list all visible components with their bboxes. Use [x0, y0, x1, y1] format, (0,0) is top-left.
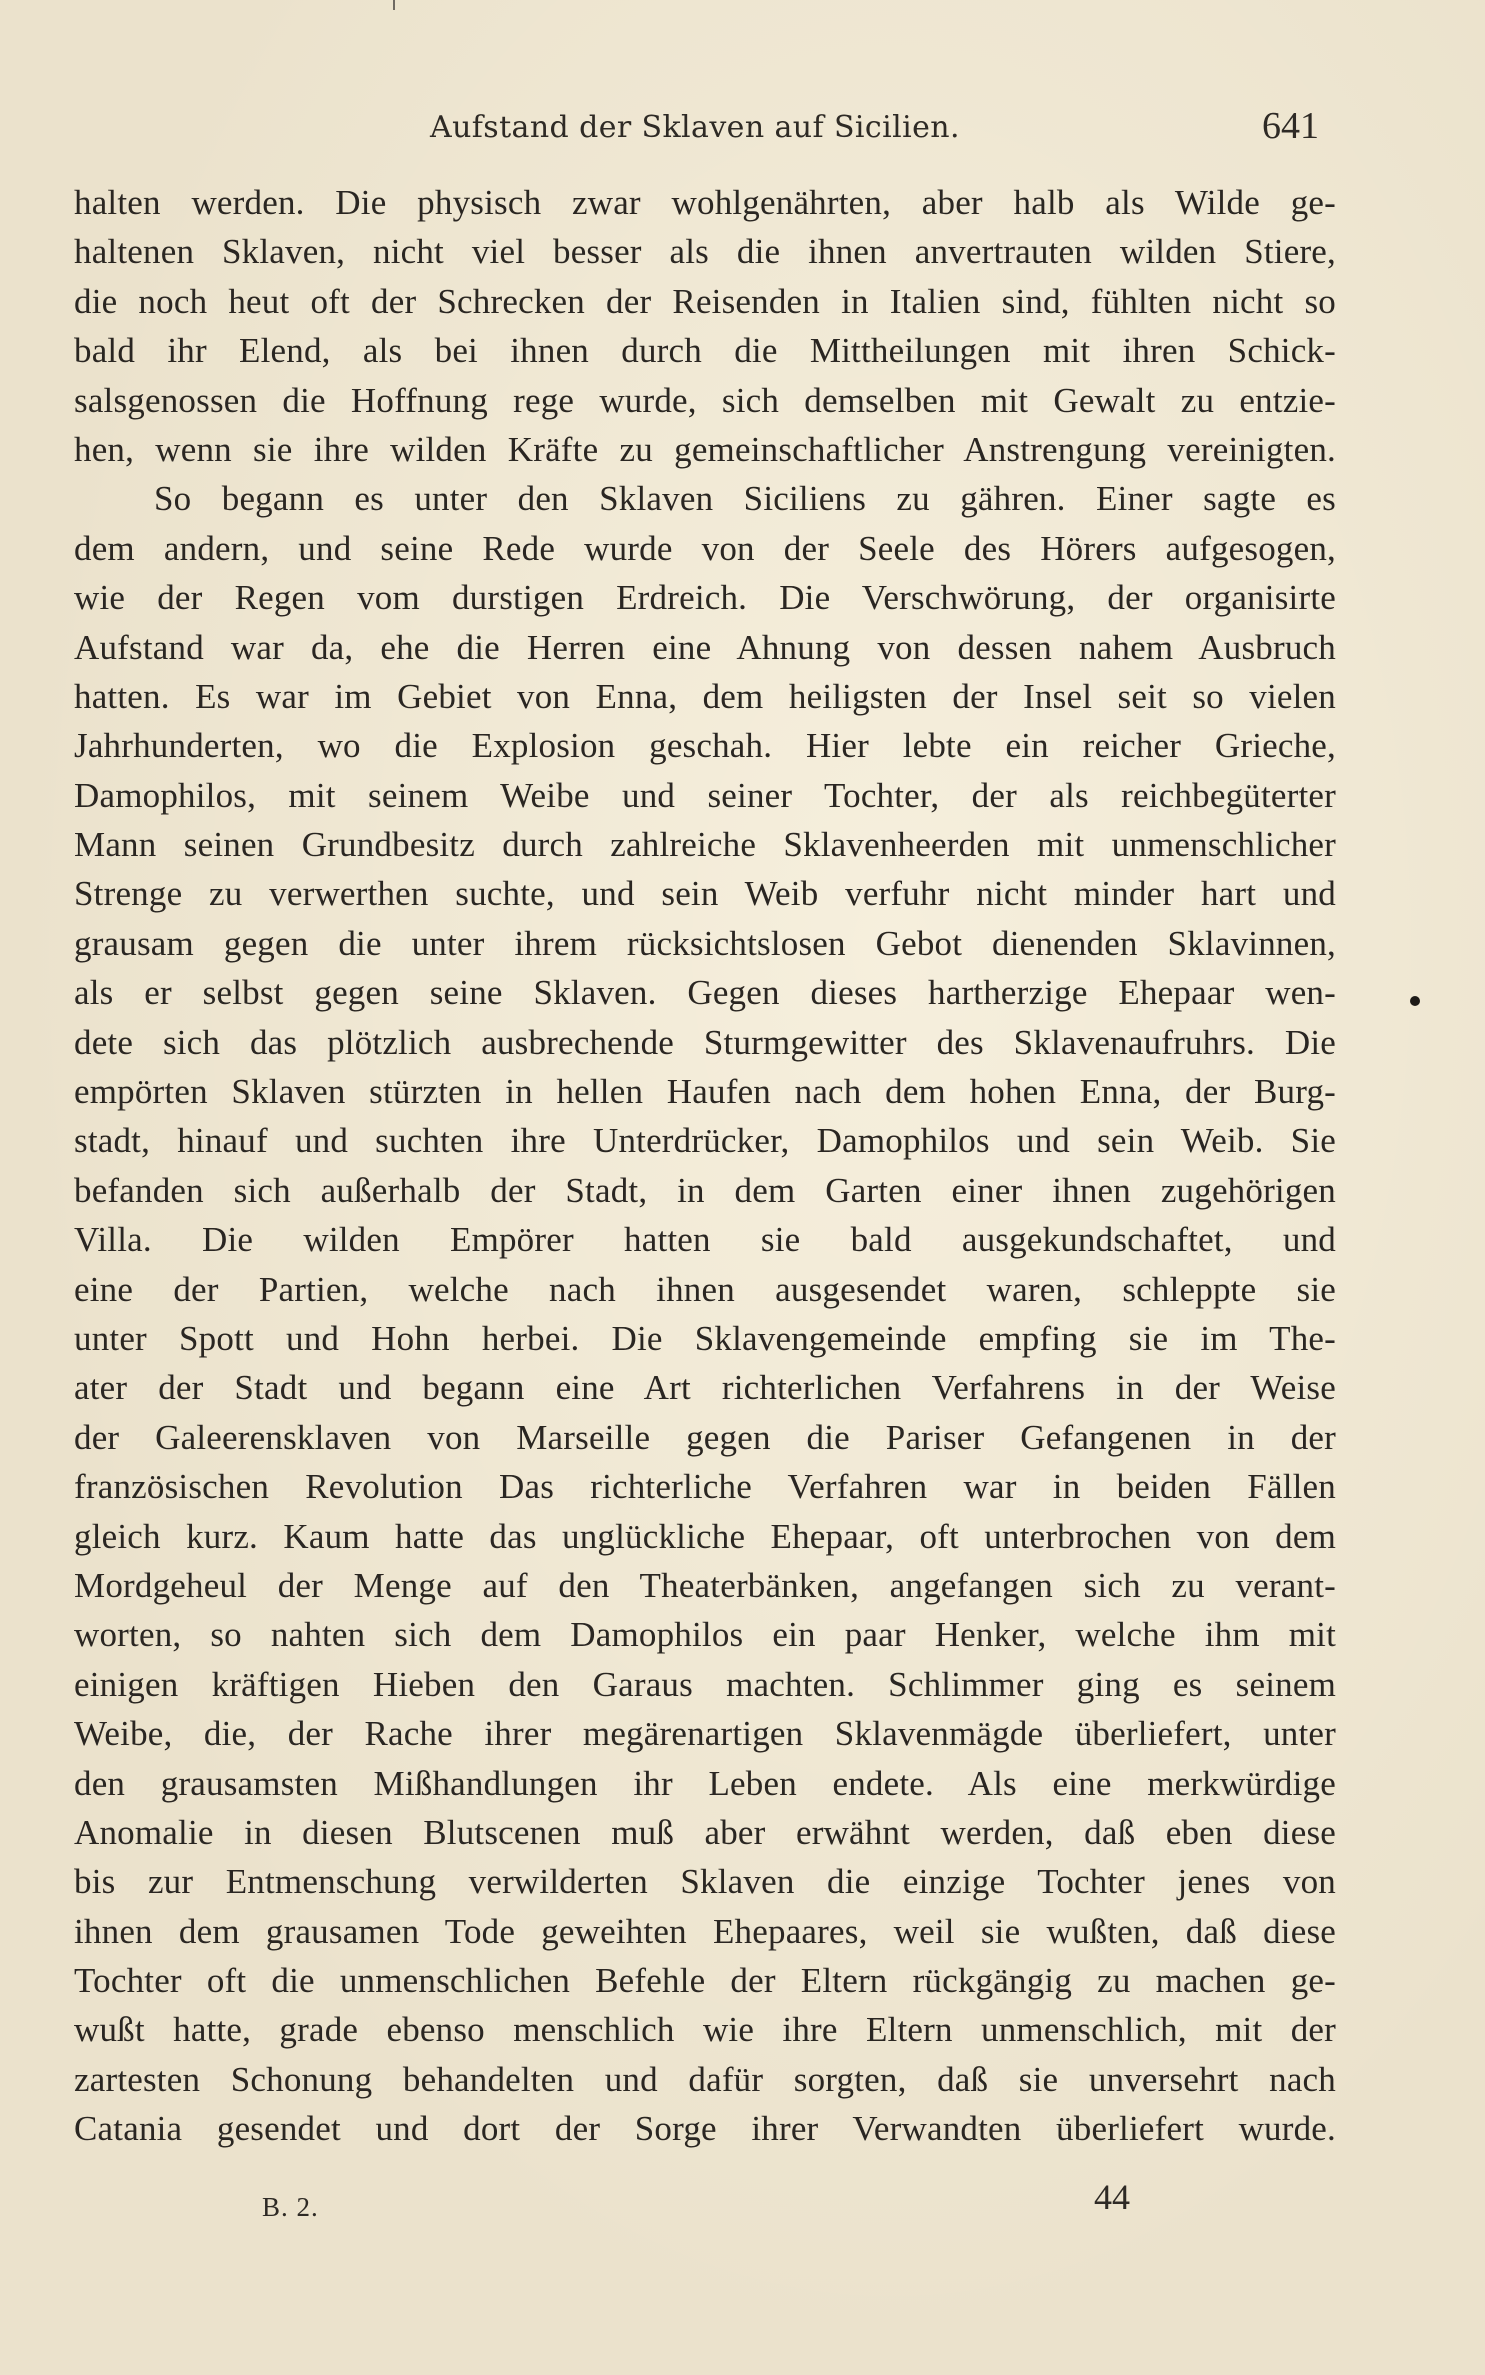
text-line: wußt hatte, grade ebenso menschlich wie ihre Eltern unmenschlich, mit der: [74, 2010, 1336, 2050]
text-line: Mordgeheul der Menge auf den Theaterbänken, angefangen sich zu verant-: [74, 1565, 1336, 1605]
body-text: [74, 178, 1336, 2154]
text-line: Damophilos, mit seinem Weibe und seiner Tochter, der als reichbegüterter: [74, 775, 1336, 815]
text-line: Catania gesendet und dort der Sorge ihrer Verwandten überliefert wurde.: [74, 2109, 1336, 2149]
text-line: empörten Sklaven stürzten in hellen Haufen nach dem hohen Enna, der Burg-: [74, 1072, 1336, 1112]
text-line: Anomalie in diesen Blutscenen muß aber erwähnt werden, daß eben diese: [74, 1812, 1336, 1852]
text-line: halten werden. Die physisch zwar wohlgenährten, aber halb als Wilde ge-: [74, 183, 1336, 222]
sheet-signature: B. 2.: [262, 2192, 319, 2222]
text-line: Villa. Die wilden Empörer hatten sie bald ausgekundschaftet, und: [74, 1220, 1336, 1260]
text-line: unter Spott und Hohn herbei. Die Sklavengemeinde empfing sie im The-: [74, 1318, 1336, 1358]
text-line: bald ihr Elend, als bei ihnen durch die Mittheilungen mit ihren Schick-: [74, 331, 1336, 371]
text-line: Mann seinen Grundbesitz durch zahlreiche Sklavenheerden mit unmenschlicher: [74, 825, 1336, 865]
text-line: französischen Revolution Das richterliche Verfahren war in beiden Fällen: [74, 1467, 1336, 1507]
text-line: die noch heut oft der Schrecken der Reisenden in Italien sind, fühlten nicht so: [74, 281, 1336, 321]
text-line: der Galeerensklaven von Marseille gegen die Pariser Gefangenen in der: [74, 1417, 1336, 1457]
margin-ink-dot: [1410, 996, 1420, 1006]
text-line: den grausamsten Mißhandlungen ihr Leben endete. Als eine merkwürdige: [74, 1763, 1336, 1803]
text-line: ihnen dem grausamen Tode geweihten Ehepaares, weil sie wußten, daß diese: [74, 1911, 1336, 1951]
text-line: Aufstand war da, ehe die Herren eine Ahnung von dessen nahem Ausbruch: [74, 627, 1336, 667]
text-line: einigen kräftigen Hieben den Garaus machten. Schlimmer ging es seinem: [74, 1664, 1336, 1704]
text-line: dete sich das plötzlich ausbrechende Sturmgewitter des Sklavenaufruhrs. Die: [74, 1022, 1336, 1062]
text-line: stadt, hinauf und suchten ihre Unterdrücker, Damophilos und sein Weib. Sie: [74, 1121, 1336, 1161]
text-line: Weibe, die, der Rache ihrer megärenartigen Sklavenmägde überliefert, unter: [74, 1714, 1336, 1754]
text-line: salsgenossen die Hoffnung rege wurde, sich demselben mit Gewalt zu entzie-: [74, 380, 1336, 420]
text-line: bis zur Entmenschung verwilderten Sklaven die einzige Tochter jenes von: [74, 1862, 1336, 1902]
text-line: Tochter oft die unmenschlichen Befehle der Eltern rückgängig zu machen ge-: [74, 1961, 1336, 2001]
text-line: Jahrhunderten, wo die Explosion geschah. Hier lebte ein reicher Grieche,: [74, 726, 1336, 766]
text-line: worten, so nahten sich dem Damophilos ein paar Henker, welche ihm mit: [74, 1615, 1336, 1655]
running-head: Aufstand der Sklaven auf Sicilien.: [430, 110, 960, 145]
text-line: So begann es unter den Sklaven Siciliens zu gähren. Einer sagte es: [154, 479, 1336, 519]
text-line: dem andern, und seine Rede wurde von der Seele des Hörers aufgesogen,: [74, 528, 1336, 568]
sheet-number: 44: [1094, 2177, 1130, 2217]
edge-mark: [393, 0, 395, 10]
text-line: wie der Regen vom durstigen Erdreich. Die Verschwörung, der organisirte: [74, 578, 1336, 618]
text-line: als er selbst gegen seine Sklaven. Gegen dieses hartherzige Ehepaar wen-: [74, 973, 1336, 1013]
text-line: grausam gegen die unter ihrem rücksichtslosen Gebot dienenden Sklavinnen,: [74, 923, 1336, 963]
text-line: haltenen Sklaven, nicht viel besser als die ihnen anvertrauten wilden Stiere,: [74, 232, 1336, 272]
text-line: zartesten Schonung behandelten und dafür sorgten, daß sie unversehrt nach: [74, 2059, 1336, 2099]
text-line: gleich kurz. Kaum hatte das unglückliche Ehepaar, oft unterbrochen von dem: [74, 1516, 1336, 1556]
text-line: befanden sich außerhalb der Stadt, in dem Garten einer ihnen zugehörigen: [74, 1170, 1336, 1210]
text-line: hen, wenn sie ihre wilden Kräfte zu gemeinschaftlicher Anstrengung vereinigten.: [74, 429, 1336, 469]
text-line: Strenge zu verwerthen suchte, und sein Weib verfuhr nicht minder hart und: [74, 874, 1336, 914]
page-number: 641: [1262, 105, 1319, 147]
text-line: hatten. Es war im Gebiet von Enna, dem heiligsten der Insel seit so vielen: [74, 676, 1336, 716]
text-line: eine der Partien, welche nach ihnen ausgesendet waren, schleppte sie: [74, 1269, 1336, 1309]
text-line: ater der Stadt und begann eine Art richterlichen Verfahrens in der Weise: [74, 1368, 1336, 1408]
